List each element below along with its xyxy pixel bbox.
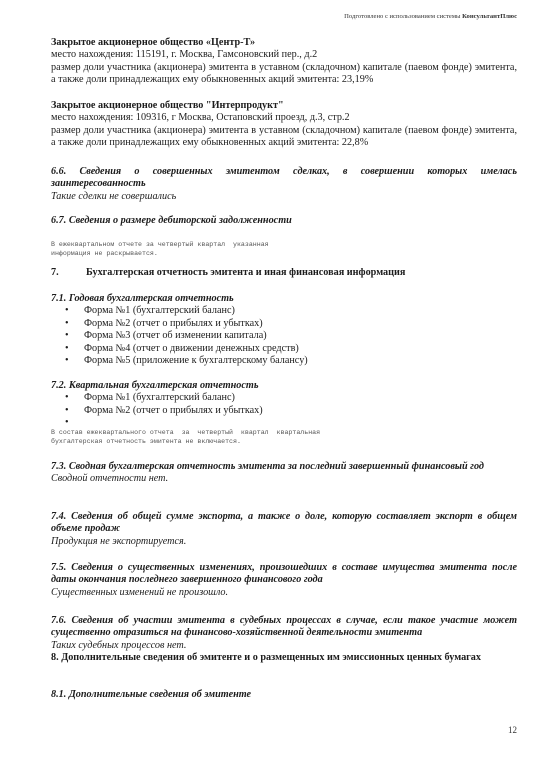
section-7-number: 7. bbox=[51, 267, 59, 278]
list-item: • Форма №3 (отчет об изменении капитала) bbox=[65, 330, 267, 342]
section-7-1 bbox=[51, 293, 517, 367]
list-item: • Форма №5 (приложение к бухгалтерскому балансу) bbox=[65, 355, 308, 367]
section-7-4-text: Продукция не экспортируется. bbox=[51, 535, 187, 547]
page-number: 12 bbox=[508, 725, 517, 735]
section-7-3-heading: 7.3. Сводная бухгалтерская отчетность эмитента за последний завершенный финансовый год bbox=[51, 461, 484, 472]
header-brand: КонсультантПлюс bbox=[462, 13, 517, 20]
bullet-icon: • bbox=[65, 330, 69, 342]
section-7-4 bbox=[51, 511, 517, 548]
page-header bbox=[344, 13, 517, 20]
section-7-2-heading: 7.2. Квартальная бухгалтерская отчетность bbox=[51, 380, 259, 391]
section-6-7-note: В ежеквартальном отчете за четвертый квартал указанная информация не раскрывается. bbox=[51, 241, 269, 257]
section-6-6-heading: 6.6. Сведения о совершенных эмитентом сделках, в совершении которых имелась заинтересованность bbox=[51, 166, 517, 190]
bullet-icon: • bbox=[65, 305, 69, 317]
org1-address: место нахождения: 115191, г. Москва, Гамсоновский пер., д.2 bbox=[51, 49, 318, 61]
section-8-1 bbox=[51, 689, 517, 701]
section-7-5-heading: 7.5. Сведения о существенных изменениях, произошедших в составе имущества эмитента после даты окончания последнего завершенного финансового года bbox=[51, 562, 517, 586]
section-6-7-heading: 6.7. Сведения о размере дебиторской задолженности bbox=[51, 215, 292, 226]
org2-block bbox=[51, 100, 517, 150]
header-prefix: Подготовлено с использованием системы bbox=[344, 13, 461, 20]
section-7-5 bbox=[51, 562, 517, 599]
org1-block bbox=[51, 37, 517, 87]
section-7-6 bbox=[51, 615, 517, 652]
section-7-6-heading: 7.6. Сведения об участии эмитента в судебных процессах в случае, если такое участие может существенно отразиться на финансово-хозяйственной деятельности эмитента bbox=[51, 615, 517, 639]
org2-address: место нахождения: 109316, г Москва, Остаповский проезд, д.3, стр.2 bbox=[51, 112, 350, 124]
bullet-icon: • bbox=[65, 404, 69, 416]
org2-share: размер доли участника (акционера) эмитента в уставном (складочном) капитале (паевом фонде) эмитента, а также доли принадлежащих ему обыкновенных акций эмитента: 22,8% bbox=[51, 124, 517, 149]
list-item: • Форма №2 (отчет о прибылях и убытках) bbox=[65, 404, 263, 416]
section-7-3 bbox=[51, 461, 517, 486]
list-item: • Форма №4 (отчет о движении денежных средств) bbox=[65, 342, 299, 354]
section-8-title: 8. Дополнительные сведения об эмитенте и о размещенных им эмиссионных ценных бумагах bbox=[51, 652, 481, 663]
list-item: • Форма №1 (бухгалтерский баланс) bbox=[65, 305, 235, 317]
section-6-6-text: Такие сделки не совершались bbox=[51, 190, 177, 202]
section-7-1-heading: 7.1. Годовая бухгалтерская отчетность bbox=[51, 293, 234, 304]
section-7-4-heading: 7.4. Сведения об общей сумме экспорта, а также о доле, которую составляет экспорт в общем объеме продаж bbox=[51, 511, 517, 535]
bullet-icon: • bbox=[65, 355, 69, 367]
section-7-title bbox=[51, 267, 517, 279]
section-7-2-list bbox=[51, 392, 517, 429]
section-6-7 bbox=[51, 215, 517, 227]
bullet-icon: • bbox=[65, 417, 69, 429]
list-item: • Форма №1 (бухгалтерский баланс) bbox=[65, 392, 235, 404]
bullet-icon: • bbox=[65, 317, 69, 329]
section-7-5-text: Существенных изменений не произошло. bbox=[51, 586, 229, 598]
org2-name: Закрытое акционерное общество "Интерпродукт" bbox=[51, 100, 284, 111]
bullet-icon: • bbox=[65, 392, 69, 404]
section-7-3-text: Сводной отчетности нет. bbox=[51, 473, 169, 485]
section-6-6 bbox=[51, 166, 517, 203]
section-7-6-text: Таких судебных процессов нет. bbox=[51, 639, 187, 651]
section-7-2 bbox=[51, 380, 517, 430]
section-7-2-note: В состав ежеквартального отчета за четвертый квартал квартальная бухгалтерская отчетность эмитента не включается. bbox=[51, 429, 321, 445]
list-item bbox=[65, 417, 517, 429]
bullet-icon: • bbox=[65, 342, 69, 354]
section-8 bbox=[51, 652, 517, 664]
org1-share: размер доли участника (акционера) эмитента в уставном (складочном) капитале (паевом фонде) эмитента, а также доли принадлежащих ему обыкновенных акций эмитента: 23,19% bbox=[51, 61, 517, 86]
org1-name: Закрытое акционерное общество «Центр-Т» bbox=[51, 37, 256, 48]
section-8-1-heading: 8.1. Дополнительные сведения об эмитенте bbox=[51, 689, 252, 700]
list-item: • Форма №2 (отчет о прибылях и убытках) bbox=[65, 317, 263, 329]
section-7-title-text: Бухгалтерская отчетность эмитента и иная финансовая информация bbox=[86, 267, 406, 278]
section-7-1-list bbox=[51, 305, 517, 367]
